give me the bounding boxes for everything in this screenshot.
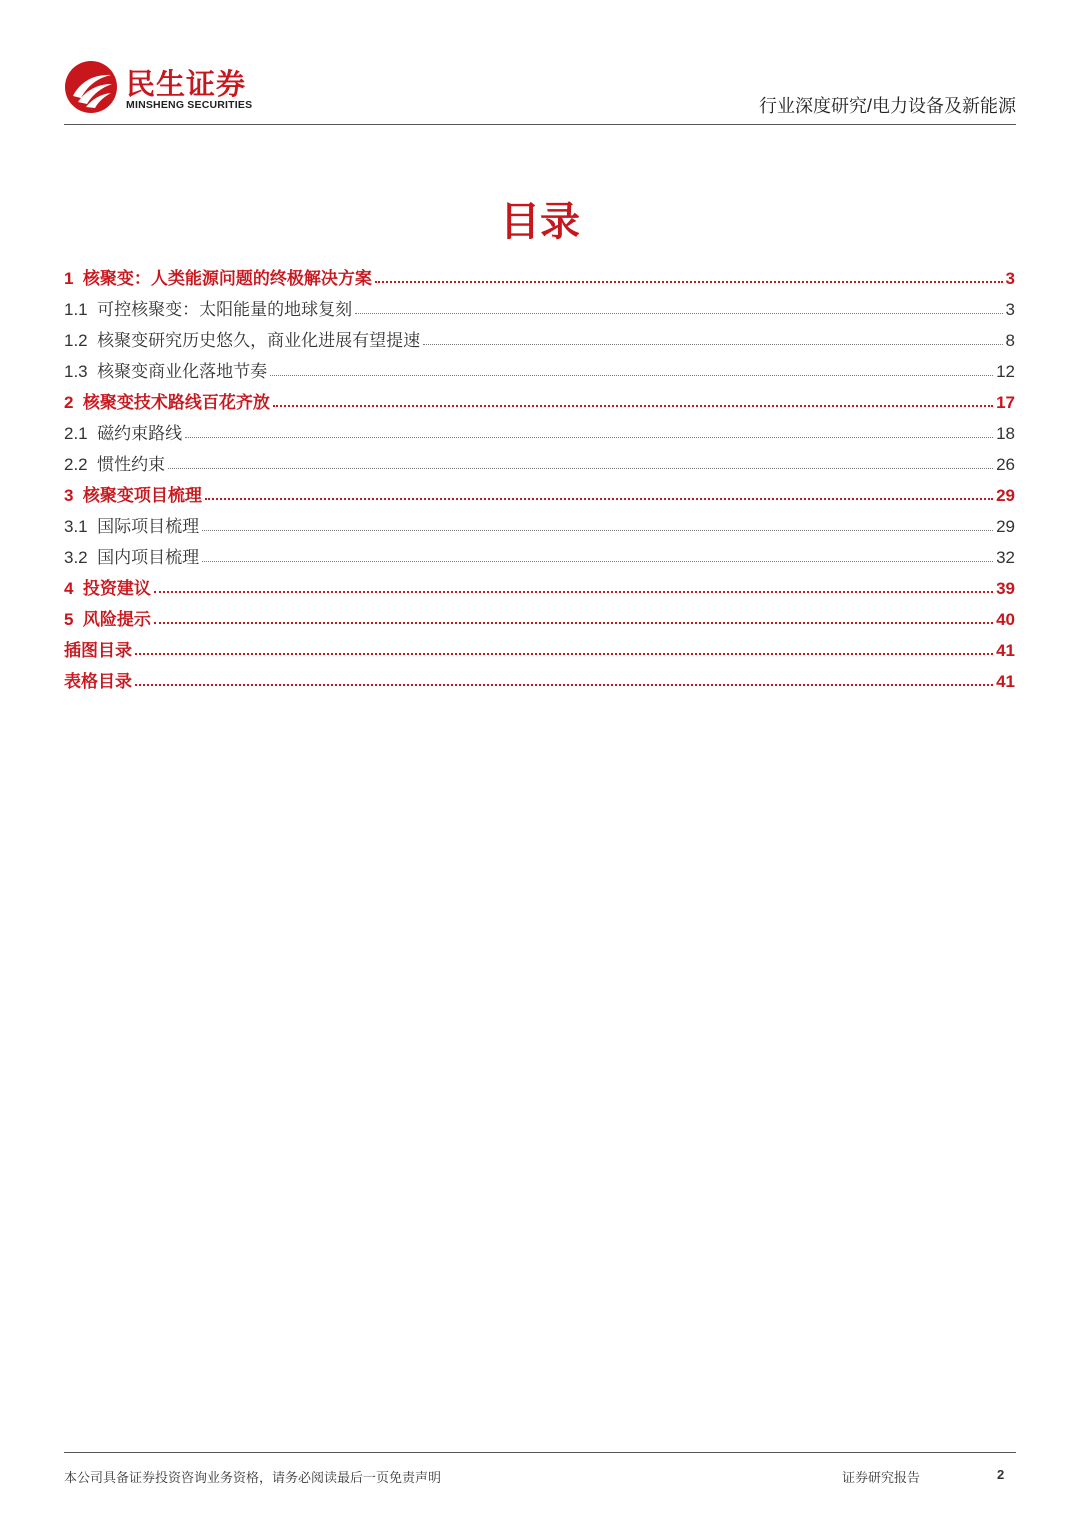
toc-entry[interactable] [64, 506, 1015, 537]
toc-entry-number: 4 [64, 579, 83, 598]
toc-entry-number: 1.2 [64, 331, 98, 350]
toc-entry[interactable] [64, 289, 1015, 320]
footer-disclaimer: 本公司具备证券投资咨询业务资格，请务必阅读最后一页免责声明 [64, 1470, 442, 1485]
toc-dot-leader [135, 684, 993, 686]
logo-text-en: MINSHENG SECURITIES [126, 99, 253, 111]
toc-dot-leader [205, 498, 993, 500]
toc-entry[interactable] [64, 382, 1015, 413]
toc-entry-title: 核聚变项目梳理 [82, 486, 202, 505]
toc-entry-page: 8 [1005, 331, 1015, 350]
toc-entry-number: 2.2 [64, 455, 98, 474]
toc-dot-leader [154, 591, 993, 593]
toc-dot-leader [185, 437, 993, 438]
toc-entry-title: 投资建议 [82, 579, 151, 598]
toc-dot-leader [273, 405, 993, 407]
toc-entry-page: 18 [996, 424, 1015, 443]
table-of-contents [64, 258, 1015, 692]
toc-entry-page: 29 [996, 517, 1015, 536]
toc-dot-leader [202, 530, 993, 531]
toc-entry[interactable] [64, 351, 1015, 382]
toc-entry-page: 3 [1005, 269, 1015, 288]
toc-entry-title: 国内项目梳理 [97, 548, 200, 567]
toc-entry-page: 40 [996, 610, 1015, 629]
toc-entry-title: 国际项目梳理 [97, 517, 200, 536]
page-header [64, 58, 1016, 124]
toc-entry-title: 惯性约束 [97, 455, 166, 474]
toc-entry[interactable] [64, 475, 1015, 506]
toc-entry-page: 3 [1005, 300, 1015, 319]
toc-entry-number: 2.1 [64, 424, 98, 443]
toc-entry-title: 核聚变商业化落地节奏 [97, 362, 268, 381]
toc-entry-number: 1.3 [64, 362, 98, 381]
toc-entry-number: 1.1 [64, 300, 98, 319]
toc-dot-leader [270, 375, 993, 376]
report-category: 行业深度研究/电力设备及新能源 [759, 96, 1016, 116]
toc-entry-title: 插图目录 [64, 641, 132, 660]
toc-entry-number: 5 [64, 610, 83, 629]
footer-report-type: 证券研究报告 [842, 1470, 921, 1485]
toc-entry-title: 核聚变：人类能源问题的终极解决方案 [82, 269, 372, 288]
toc-entry-title: 核聚变研究历史悠久，商业化进展有望提速 [97, 331, 421, 350]
toc-entry-title: 风险提示 [82, 610, 151, 629]
toc-entry-number: 3 [64, 486, 83, 505]
footer-divider [64, 1452, 1016, 1453]
toc-dot-leader [154, 622, 993, 624]
toc-entry[interactable] [64, 320, 1015, 351]
toc-entry-page: 26 [996, 455, 1015, 474]
toc-entry-page: 17 [996, 393, 1015, 412]
toc-dot-leader [168, 468, 993, 469]
toc-entry[interactable] [64, 258, 1015, 289]
toc-title: 目录 [500, 200, 580, 244]
logo-text-cn: 民生证券 [126, 69, 247, 101]
toc-entry-page: 32 [996, 548, 1015, 567]
toc-entry[interactable] [64, 568, 1015, 599]
toc-dot-leader [355, 313, 1002, 314]
toc-dot-leader [423, 344, 1002, 345]
toc-entry[interactable] [64, 599, 1015, 630]
header-divider [64, 124, 1016, 125]
page-number: 2 [997, 1467, 1005, 1482]
toc-entry-title: 核聚变技术路线百花齐放 [82, 393, 270, 412]
toc-entry-number: 1 [64, 269, 83, 288]
toc-entry-page: 12 [996, 362, 1015, 381]
toc-entry-page: 41 [996, 641, 1015, 660]
toc-entry[interactable] [64, 661, 1015, 692]
toc-entry-title: 表格目录 [64, 672, 132, 691]
toc-entry[interactable] [64, 630, 1015, 661]
toc-entry-number: 3.2 [64, 548, 98, 567]
toc-entry[interactable] [64, 413, 1015, 444]
toc-entry[interactable] [64, 537, 1015, 568]
toc-entry-number: 2 [64, 393, 83, 412]
toc-dot-leader [135, 653, 993, 655]
toc-entry-number: 3.1 [64, 517, 98, 536]
toc-entry-page: 39 [996, 579, 1015, 598]
toc-dot-leader [202, 561, 993, 562]
toc-entry-title: 磁约束路线 [97, 424, 183, 443]
toc-entry[interactable] [64, 444, 1015, 475]
toc-entry-title: 可控核聚变：太阳能量的地球复刻 [97, 300, 353, 319]
toc-dot-leader [375, 281, 1003, 283]
minsheng-logo-icon [64, 60, 118, 114]
toc-entry-page: 41 [996, 672, 1015, 691]
toc-entry-page: 29 [996, 486, 1015, 505]
